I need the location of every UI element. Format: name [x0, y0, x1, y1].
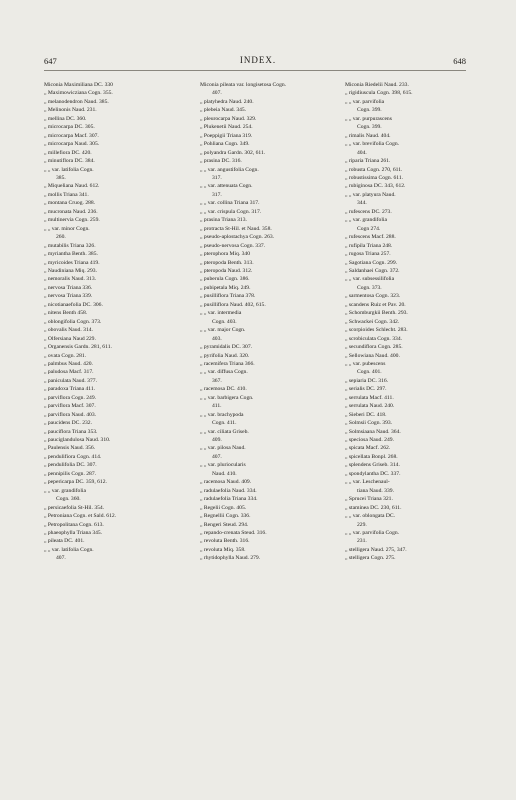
index-entry: Miconia pileata var. longisetosa Cogn.	[200, 82, 287, 88]
index-entry: „ pteropoda Benth. 313.	[200, 259, 254, 266]
index-entry: „ paradoxa Triana 411.	[44, 386, 96, 393]
index-entry: Miconia Maximiliana DC. 330	[44, 82, 113, 88]
index-entry: „ polyandra Gardn. 302, 611.	[200, 149, 266, 156]
index-entry: Miconia Riedelii Naud. 233.	[345, 82, 409, 88]
index-entry: „ pusilliflora Triana 378.	[200, 293, 256, 300]
index-entry: „ persicaefolia St-Hil. 354.	[44, 504, 105, 511]
index-entry: „ „ var. platyura Naud.	[345, 191, 396, 198]
index-entry: „ rimalis Naud. 404.	[345, 132, 391, 139]
index-column-3	[345, 81, 470, 563]
index-entry: „ „ var. intermedia	[200, 310, 242, 317]
index-entry: „ racemosa DC. 410.	[200, 386, 247, 393]
index-entry: „ microcarpa Naud. 305.	[44, 141, 100, 148]
index-entry: 407.	[212, 453, 222, 460]
index-entry: „ protracta St-Hil. et Naud. 358.	[200, 225, 272, 232]
index-entry: „ stelligera Cogn. 275.	[345, 555, 396, 562]
index-entry: „ ovata Cogn. 281.	[44, 352, 87, 359]
index-entry: „ staminea DC. 230, 611.	[345, 504, 402, 511]
index-entry: „ scrobiculata Cogn. 334.	[345, 335, 403, 342]
index-entry: „ pusilliflora Naud. 402, 615.	[200, 301, 266, 308]
index-entry: „ Regnellii Cogn. 336.	[200, 513, 251, 520]
page-number-right: 648	[453, 56, 466, 66]
index-entry: „ racemifera Triana 366.	[200, 360, 255, 367]
index-entry: „ Sprucei Triana 321.	[345, 496, 393, 503]
index-entry: 411.	[212, 403, 222, 410]
index-entry: 260.	[56, 234, 66, 241]
index-entry: „ phaeophylla Triana 345.	[44, 530, 103, 537]
index-entry: „ Sieberi DC. 418.	[345, 411, 387, 418]
index-entry: „ nervosa Triana 336.	[44, 284, 93, 291]
index-entry: „ millefiora DC. 420.	[44, 149, 92, 156]
index-entry: „ „ var. purpurascens	[345, 115, 392, 122]
index-entry: Cogn. 403.	[212, 318, 237, 325]
index-entry: 407.	[212, 90, 222, 97]
index-entry: „ pubipetala Miq. 249.	[200, 284, 251, 291]
index-entry: „ minutiflora DC. 384.	[44, 158, 95, 165]
index-entry: „ Solmsii Cogn. 393.	[345, 420, 393, 427]
index-entry: „ spicata Macf. 262.	[345, 445, 391, 452]
index-entry: „ Olfersiana Naud 229.	[44, 335, 96, 342]
index-entry: „ melanodendron Naud. 385.	[44, 98, 109, 105]
page-title: INDEX.	[239, 55, 277, 65]
index-entry: „ multinervia Cogn. 259.	[44, 217, 100, 224]
index-entry: „ pyramidalis DC. 307.	[200, 344, 253, 351]
index-entry: „ spondylantha DC. 337.	[345, 470, 401, 477]
index-entry: Cogn 274.	[357, 225, 381, 232]
index-entry: „ pseudo-aplostachya Cogn. 263.	[200, 234, 275, 241]
index-entry: „ robustissima Cogn. 611.	[345, 174, 404, 181]
index-entry: „ myricoides Triana 419.	[44, 259, 100, 266]
index-entry: „ „ var. crispula Cogn. 317.	[200, 208, 262, 215]
index-entry: „ Saldanhaei Cogn. 372.	[345, 267, 400, 274]
index-entry: „ mutabilis Triana 326.	[44, 242, 96, 249]
index-entry: „ Schomburgkii Benth. 293.	[345, 310, 408, 317]
index-entry: „ nervosa Triana 339.	[44, 293, 93, 300]
index-entry: „ parviflora Naud. 403.	[44, 411, 97, 418]
index-entry: „ Rengeri Steud. 294.	[200, 521, 249, 528]
index-entry: „ secundiflora Cogn. 285.	[345, 344, 403, 351]
index-entry: „ „ var. brevifolia Cogn.	[345, 141, 400, 148]
index-entry: tiana Naud. 339.	[357, 487, 394, 494]
index-entry: „ pauciflora Triana 353.	[44, 428, 98, 435]
index-entry: Cogn. 373.	[357, 284, 382, 291]
index-entry: „ pileata DC. 401.	[44, 538, 85, 545]
index-entry: 367.	[212, 377, 222, 384]
index-entry: „ Sellowiana Naud. 400.	[345, 352, 400, 359]
index-entry: „ prasina Triana 313.	[200, 217, 247, 224]
index-entry: „ revoluta Benth. 316.	[200, 538, 250, 545]
index-entry: „ rugosa Triana 257.	[345, 251, 391, 258]
index-column-2	[200, 81, 340, 563]
index-entry: „ microcarpa DC. 305.	[44, 124, 95, 131]
index-entry: „ mollis Triana 341.	[44, 191, 89, 198]
index-entry: „ splendens Griseb. 314.	[345, 462, 400, 469]
index-entry: „ plebeia Naud. 345.	[200, 107, 247, 114]
index-entry: „ prasina DC. 316.	[200, 158, 242, 165]
page-number-left: 647	[44, 56, 57, 66]
index-entry: „ „ var. pluriocularis	[200, 462, 246, 469]
index-entry: „ pleurocarpa Naud. 329.	[200, 115, 257, 122]
index-entry: „ palmbus Naud. 420.	[44, 360, 93, 367]
index-entry: „ pterophora Miq. 340	[200, 251, 251, 258]
index-entry: „ nicotianaefolia DC. 306.	[44, 301, 103, 308]
index-entry: „ revoluta Miq. 358.	[200, 546, 246, 553]
index-entry: „ rhytidophylla Naud. 279.	[200, 555, 261, 562]
index-entry: „ nitens Benth 458.	[44, 310, 88, 317]
index-entry: „ myriantha Benth. 385.	[44, 251, 98, 258]
index-entry: „ „ var. pilosa Naud.	[200, 445, 246, 452]
index-entry: „ „ var. parvifolia Cogn.	[345, 530, 400, 537]
index-entry: „ Regelii Cogn. 405.	[200, 504, 247, 511]
index-entry: „ Solmsiaana Naud. 364.	[345, 428, 401, 435]
index-entry: „ mucronata Naud. 236.	[44, 208, 98, 215]
index-entry: „ „ var. attenuata Cogn.	[200, 183, 253, 190]
index-entry: Cogn. 399.	[357, 107, 382, 114]
index-entry: „ montana Cruog. 288.	[44, 200, 96, 207]
index-entry: „ racemosa Naud. 409.	[200, 479, 252, 486]
index-entry: „ Organensis Gardn. 281, 611.	[44, 344, 112, 351]
index-entry: „ „ var. minor Cogn.	[44, 225, 90, 232]
index-entry: 403.	[212, 335, 222, 342]
index-entry: „ „ var. parvifolia	[345, 98, 385, 105]
index-entry: „ „ var. subsessilifolia	[345, 276, 395, 283]
index-entry: „ „ var. major Cogn.	[200, 327, 246, 334]
header-rule	[44, 70, 466, 71]
index-entry: „ „ var. angustifolia Cogn.	[200, 166, 259, 173]
index-entry: „ „ var. pubescens	[345, 360, 386, 367]
index-entry: „ pendulifolia DC. 307.	[44, 462, 97, 469]
index-entry: „ „ var. diffusa Cogn.	[200, 369, 248, 376]
index-entry: „ pendulifiora Cogn. 414.	[44, 453, 102, 460]
index-entry: „ „ var. ciliata Griseb.	[200, 428, 249, 435]
index-entry: 229.	[357, 521, 367, 528]
index-entry: „ Naudiniana Miq. 293.	[44, 267, 97, 274]
index-entry: Cogn. 360.	[56, 496, 81, 503]
index-entry: „ pennipilis Cogn. 287.	[44, 470, 97, 477]
index-entry: „ riparia Triana 261.	[345, 158, 391, 165]
index-entry: „ pepericarpa DC. 359, 612.	[44, 479, 107, 486]
index-entry: „ microcarpa Macf. 307.	[44, 132, 99, 139]
index-entry: „ „ var. latifolia Cogn.	[44, 166, 94, 173]
index-entry: „ stelligera Naud. 275, 347.	[345, 546, 407, 553]
index-entry: „ robusta Cogn. 270, 611.	[345, 166, 403, 173]
index-entry: „ Maximowicziana Cogn. 355.	[44, 90, 113, 97]
index-entry: 317.	[212, 191, 222, 198]
index-entry: „ radulaefolia Triana 334.	[200, 496, 258, 503]
index-entry: „ pyrifolia Naud. 320.	[200, 352, 250, 359]
index-entry: „ „ var. barbigera Cogn.	[200, 394, 254, 401]
index-entry: Cogn. 401.	[357, 369, 382, 376]
index-column-1	[44, 81, 194, 563]
index-entry: 409.	[212, 437, 222, 444]
index-entry: „ nemoralis Naud. 313.	[44, 276, 97, 283]
index-entry: „ repando-crenata Steud. 316.	[200, 530, 267, 537]
index-entry: „ rigidiuscula Cogn. 398, 615.	[345, 90, 413, 97]
index-entry: „ „ var. grandifolia	[44, 487, 86, 494]
index-entry: „ rufescens DC. 273.	[345, 208, 392, 215]
index-entry: „ serrulata Macf. 411.	[345, 394, 394, 401]
index-entry: 231.	[357, 538, 367, 545]
index-entry: „ Paulensis Naud. 356.	[44, 445, 96, 452]
index-entry: „ scorpioides Schlecht. 283.	[345, 327, 408, 334]
index-entry: „ spicellata Bonpl. 268.	[345, 453, 398, 460]
index-entry: 344.	[357, 200, 367, 207]
index-entry: „ serialis DC. 297.	[345, 386, 387, 393]
index-entry: „ rufipila Triana 248.	[345, 242, 393, 249]
index-entry: „ speciosa Naud. 249.	[345, 437, 394, 444]
index-entry: „ puberula Cogn. 386.	[200, 276, 250, 283]
index-entry: „ sarmentosa Cogn. 323.	[345, 293, 401, 300]
index-entry: „ paucidens DC. 232.	[44, 420, 93, 427]
index-entry: „ „ var. collina Triana 317.	[200, 200, 260, 207]
index-entry: „ paniculata Naud. 377.	[44, 377, 97, 384]
index-entry: Naud. 410.	[212, 470, 237, 477]
index-entry: „ obovalis Naud. 314.	[44, 327, 93, 334]
index-entry: „ „ var. Leschenaul-	[345, 479, 390, 486]
index-entry: „ „ var. latifolia Cogn.	[44, 546, 94, 553]
index-entry: „ radulaefolia Naud. 334.	[200, 487, 257, 494]
index-entry: „ pauciglandulosa Naud. 310.	[44, 437, 111, 444]
index-entry: „ Sagotiana Cogn. 299.	[345, 259, 398, 266]
index-entry: „ „ var. grandifolia	[345, 217, 387, 224]
index-entry: „ „ var. oblongata DC.	[345, 513, 396, 520]
index-entry: „ Pohliana Cogn. 349.	[200, 141, 250, 148]
index-entry: „ oblongifolia Cogn. 373.	[44, 318, 102, 325]
index-entry: „ platyhedra Naud. 240.	[200, 98, 254, 105]
index-entry: „ paludosa Macf. 317.	[44, 369, 94, 376]
index-entry: 385.	[56, 174, 66, 181]
index-entry: 404.	[357, 149, 367, 156]
index-entry: „ sepiaria DC. 316.	[345, 377, 389, 384]
index-entry: 317.	[212, 174, 222, 181]
index-entry: „ pseudo-nervosa Cogn. 337.	[200, 242, 266, 249]
index-entry: „ „ var. brachypoda	[200, 411, 244, 418]
index-entry: Cogn. 411.	[212, 420, 237, 427]
index-entry: „ Melinonis Naud. 231.	[44, 107, 97, 114]
index-entry: 407.	[56, 555, 66, 562]
index-entry: „ Petroniana Cogn. et Sald. 612.	[44, 513, 117, 520]
index-entry: „ parviflora Macf. 307.	[44, 403, 96, 410]
index-entry: „ Poeppigii Triana 319.	[200, 132, 253, 139]
index-entry: „ pteropoda Naud. 312.	[200, 267, 253, 274]
index-entry: „ parviflora Cogn. 249.	[44, 394, 97, 401]
index-entry: „ Plukenetii Naud. 254.	[200, 124, 253, 131]
index-entry: „ Schwackei Cogn. 342.	[345, 318, 400, 325]
index-entry: „ rubiginosa DC. 343, 612.	[345, 183, 406, 190]
index-entry: „ scandens Ruiz et Pav. 20.	[345, 301, 406, 308]
index-entry: „ serrulata Naud. 240.	[345, 403, 395, 410]
index-entry: „ Miqueliana Naud. 612.	[44, 183, 100, 190]
index-entry: „ rufescens Macf. 288.	[345, 234, 396, 241]
index-entry: „ mellina DC. 360.	[44, 115, 87, 122]
index-entry: „ Petropolitana Cogn. 613.	[44, 521, 104, 528]
index-entry: Cogn. 399.	[357, 124, 382, 131]
